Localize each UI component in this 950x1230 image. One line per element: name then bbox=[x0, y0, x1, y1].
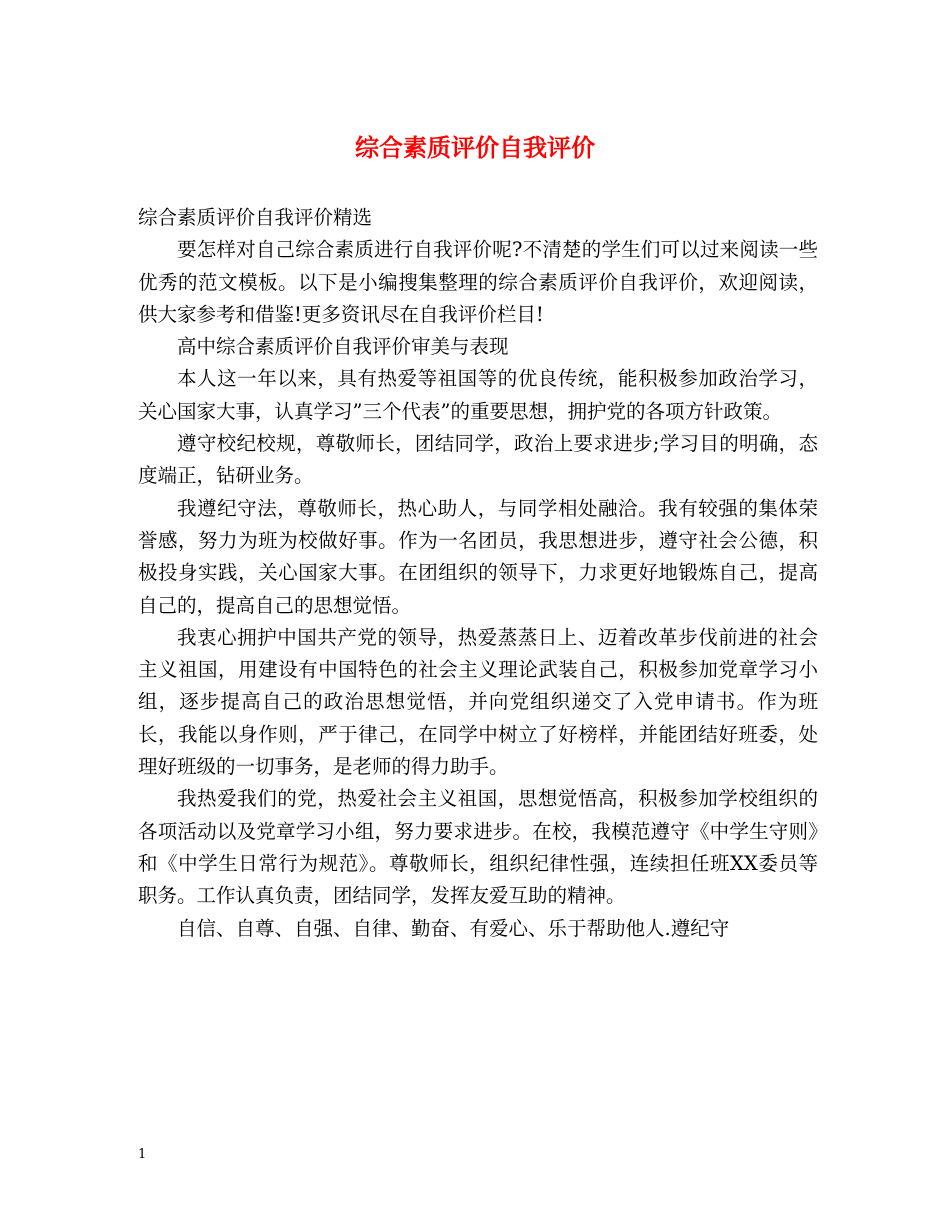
body-paragraph: 遵守校纪校规，尊敬师长，团结同学，政治上要求进步;学习目的明确，态度端正，钻研业务。 bbox=[138, 432, 818, 488]
intro-paragraph: 要怎样对自己综合素质进行自我评价呢?不清楚的学生们可以过来阅读一些优秀的范文模板。以下是小编搜集整理的综合素质评价自我评价，欢迎阅读，供大家参考和借鉴!更多资讯尽在自我评价栏目! bbox=[138, 238, 818, 326]
page-number: 1 bbox=[138, 1147, 147, 1162]
document-body bbox=[138, 202, 818, 945]
body-paragraph: 我衷心拥护中国共产党的领导，热爱蒸蒸日上、迈着改革步伐前进的社会主义祖国，用建设有中国特色的社会主义理论武装自己，积极参加党章学习小组，逐步提高自己的政治思想觉悟，并向党组织递交了入党申请书。作为班长，我能以身作则，严于律己，在同学中树立了好榜样，并能团结好班委，处理好班级的一切事务，是老师的得力助手。 bbox=[138, 625, 818, 779]
body-paragraph: 自信、自尊、自强、自律、勤奋、有爱心、乐于帮助他人.遵纪守 bbox=[177, 916, 730, 940]
body-paragraph: 我热爱我们的党，热爱社会主义祖国，思想觉悟高，积极参加学校组织的各项活动以及党章学习小组，努力要求进步。在校，我模范遵守《中学生守则》和《中学生日常行为规范》。尊敬师长，组织纪律性强，连续担任班XX委员等职务。工作认真负责，团结同学，发挥友爱互助的精神。 bbox=[138, 787, 818, 908]
body-paragraph: 我遵纪守法，尊敬师长，热心助人，与同学相处融洽。我有较强的集体荣誉感，努力为班为校做好事。作为一名团员，我思想进步，遵守社会公德，积极投身实践，关心国家大事。在团组织的领导下，力求更好地锻炼自己，提高自己的，提高自己的思想觉悟。 bbox=[138, 496, 818, 617]
body-paragraph: 本人这一年以来，具有热爱等祖国等的优良传统，能积极参加政治学习，关心国家大事，认真学习”三个代表”的重要思想，拥护党的各项方针政策。 bbox=[138, 367, 818, 423]
subtitle-paragraph: 综合素质评价自我评价精选 bbox=[138, 206, 373, 229]
section-heading: 高中综合素质评价自我评价审美与表现 bbox=[177, 335, 509, 359]
document-title: 综合素质评价自我评价 bbox=[355, 133, 595, 162]
